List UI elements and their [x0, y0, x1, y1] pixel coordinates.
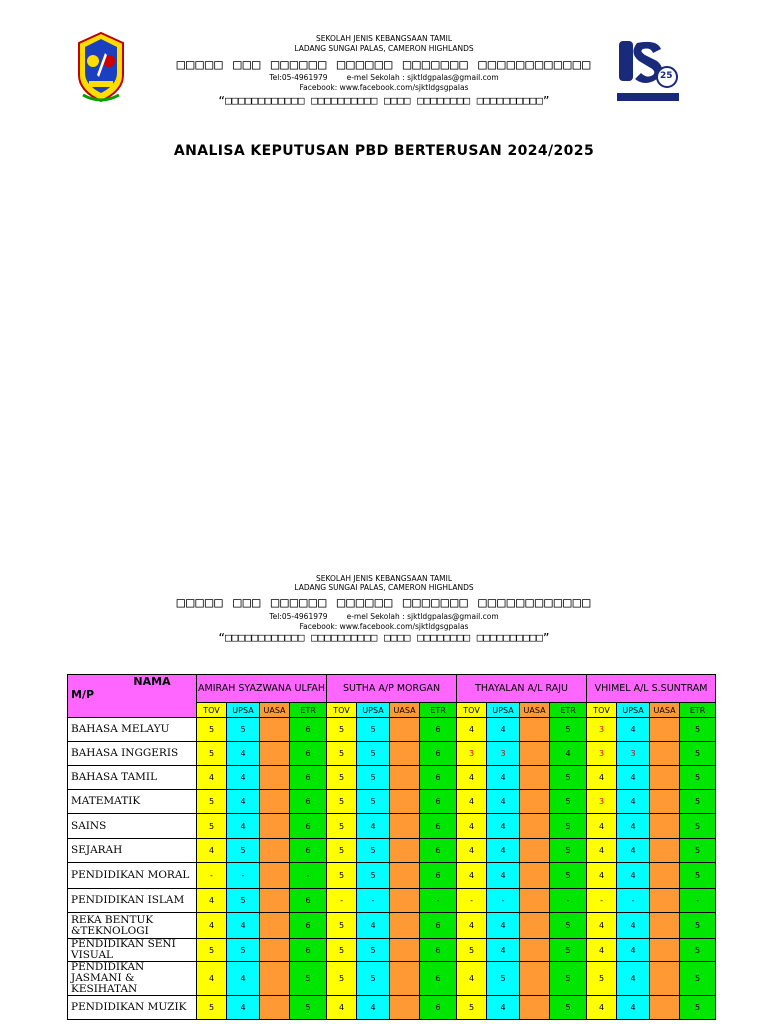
mp-label: M/P — [71, 688, 95, 701]
grade-cell: 5 — [327, 790, 357, 814]
grade-cell: - — [197, 863, 227, 889]
school-motto: “□□□□□□□□□□□□ □□□□□□□□□□ □□□□ □□□□□□□□ □□□□□□□□□□” — [218, 94, 550, 107]
grade-cell: 5 — [327, 863, 357, 889]
school-tamil-name-2: □□□□□ □□□ □□□□□□ □□□□□□ □□□□□□□ □□□□□□□□□□□□ — [176, 595, 592, 611]
grade-cell: 5 — [357, 790, 390, 814]
table-row — [68, 790, 716, 814]
grade-cell: 4 — [457, 766, 487, 790]
grade-cell — [260, 766, 290, 790]
grade-cell: 5 — [680, 790, 716, 814]
grade-cell — [260, 913, 290, 939]
grade-cell: 5 — [227, 718, 260, 742]
grade-cell: 4 — [617, 863, 650, 889]
subheader-uasa: UASA — [520, 703, 550, 718]
grade-cell: 4 — [457, 839, 487, 863]
grade-cell: 4 — [357, 913, 390, 939]
grade-cell: 5 — [197, 939, 227, 962]
grade-cell: 6 — [290, 939, 327, 962]
grade-cell: 5 — [357, 939, 390, 962]
grade-cell: - — [587, 889, 617, 913]
grade-cell: 4 — [197, 913, 227, 939]
grade-cell: 6 — [290, 718, 327, 742]
grade-cell: 4 — [457, 718, 487, 742]
grade-cell — [390, 913, 420, 939]
grade-cell — [390, 766, 420, 790]
grade-cell: 4 — [227, 996, 260, 1020]
subheader-upsa: UPSA — [487, 703, 520, 718]
subject-cell: BAHASA INGGERIS — [68, 742, 197, 766]
grade-cell — [650, 790, 680, 814]
grade-cell: 6 — [420, 962, 457, 996]
grade-cell: 4 — [227, 814, 260, 839]
grade-cell: 6 — [420, 718, 457, 742]
grade-cell: 5 — [357, 863, 390, 889]
grade-cell — [390, 996, 420, 1020]
grade-cell: 6 — [290, 766, 327, 790]
grade-cell: - — [420, 889, 457, 913]
grade-cell: 5 — [680, 962, 716, 996]
grade-cell: 6 — [420, 863, 457, 889]
grade-cell: 4 — [227, 913, 260, 939]
grade-cell — [520, 863, 550, 889]
grade-cell — [520, 889, 550, 913]
grade-cell — [260, 939, 290, 962]
subheader-tov: TOV — [457, 703, 487, 718]
grade-cell: 4 — [357, 996, 390, 1020]
grade-cell: 5 — [290, 996, 327, 1020]
subject-cell: MATEMATIK — [68, 790, 197, 814]
grade-cell: 5 — [290, 962, 327, 996]
grade-cell: - — [357, 889, 390, 913]
grade-cell: 4 — [587, 814, 617, 839]
subheader-etr: ETR — [550, 703, 587, 718]
grade-cell: 5 — [227, 939, 260, 962]
grade-cell: - — [550, 889, 587, 913]
grade-cell: 5 — [327, 939, 357, 962]
grade-cell — [390, 839, 420, 863]
grade-cell: 5 — [357, 742, 390, 766]
subheader-upsa: UPSA — [227, 703, 260, 718]
student-name-header: VHIMEL A/L S.SUNTRAM — [587, 675, 716, 703]
grade-cell — [520, 962, 550, 996]
nama-label: NAMA — [133, 675, 171, 688]
grade-cell — [520, 718, 550, 742]
grade-cell — [650, 913, 680, 939]
grade-cell — [260, 863, 290, 889]
grade-cell: 5 — [680, 742, 716, 766]
subheader-tov: TOV — [587, 703, 617, 718]
grade-cell: 4 — [617, 839, 650, 863]
grade-cell — [390, 863, 420, 889]
school-motto-2: “□□□□□□□□□□□□ □□□□□□□□□□ □□□□ □□□□□□□□ □□□□□□□□□□” — [218, 631, 550, 644]
grade-cell: 4 — [587, 766, 617, 790]
grade-cell: 4 — [457, 814, 487, 839]
grade-cell — [260, 839, 290, 863]
grade-cell: 4 — [617, 814, 650, 839]
grade-cell: 6 — [290, 839, 327, 863]
grade-cell: 4 — [617, 962, 650, 996]
grade-cell: 4 — [550, 742, 587, 766]
grade-cell: 5 — [550, 962, 587, 996]
grade-cell — [260, 889, 290, 913]
grade-cell: 5 — [550, 839, 587, 863]
student-name-header: AMIRAH SYAZWANA ULFAH — [197, 675, 327, 703]
grade-cell: 5 — [550, 913, 587, 939]
grade-cell — [520, 790, 550, 814]
subject-cell: PENDIDIKAN MUZIK — [68, 996, 197, 1020]
grade-cell: 4 — [587, 913, 617, 939]
grade-cell: 5 — [457, 996, 487, 1020]
school-name: SEKOLAH JENIS KEBANGSAAN TAMIL — [315, 34, 453, 43]
grade-cell: 5 — [327, 839, 357, 863]
grade-cell — [260, 962, 290, 996]
grade-cell: 4 — [487, 839, 520, 863]
table-row — [68, 814, 716, 839]
grade-cell: 4 — [487, 766, 520, 790]
grade-cell — [650, 863, 680, 889]
grade-cell: 3 — [487, 742, 520, 766]
grade-cell: 6 — [420, 766, 457, 790]
grade-cell: 4 — [457, 863, 487, 889]
grade-cell: 6 — [420, 814, 457, 839]
school-facebook-2: Facebook: www.facebook.com/sjktldgsgpalas — [299, 622, 469, 631]
grade-cell: 5 — [550, 718, 587, 742]
grade-cell — [260, 790, 290, 814]
grade-cell: 4 — [587, 863, 617, 889]
table-row — [68, 863, 716, 889]
grade-cell: 3 — [617, 742, 650, 766]
grade-cell — [520, 996, 550, 1020]
grade-cell: 4 — [227, 766, 260, 790]
table-row — [68, 962, 716, 996]
school-facebook: Facebook: www.facebook.com/sjktldgsgpalas — [299, 83, 469, 92]
subject-cell: SEJARAH — [68, 839, 197, 863]
grade-cell: 5 — [680, 863, 716, 889]
grade-cell: 5 — [197, 814, 227, 839]
grade-cell: 5 — [227, 889, 260, 913]
grade-cell — [390, 889, 420, 913]
subheader-etr: ETR — [420, 703, 457, 718]
grade-cell: 6 — [420, 913, 457, 939]
grade-cell: 3 — [587, 790, 617, 814]
subject-cell: REKA BENTUK &TEKNOLOGI — [68, 913, 197, 939]
table-row — [68, 718, 716, 742]
grade-cell — [520, 839, 550, 863]
subheader-etr: ETR — [680, 703, 716, 718]
grade-cell: 5 — [550, 996, 587, 1020]
grade-cell: 5 — [680, 814, 716, 839]
grade-cell — [650, 996, 680, 1020]
grade-cell: 4 — [227, 962, 260, 996]
grade-cell: 5 — [327, 766, 357, 790]
grade-cell: 4 — [617, 913, 650, 939]
grade-cell: 4 — [617, 718, 650, 742]
grade-cell — [260, 718, 290, 742]
subject-cell: SAINS — [68, 814, 197, 839]
grade-cell: 5 — [357, 962, 390, 996]
grade-cell: - — [327, 889, 357, 913]
subject-cell: PENDIDIKAN MORAL — [68, 863, 197, 889]
grade-cell: 6 — [420, 790, 457, 814]
grade-cell: 5 — [357, 718, 390, 742]
grade-cell: 6 — [290, 913, 327, 939]
grade-cell — [520, 913, 550, 939]
logo-25-text: 25 — [660, 71, 673, 81]
grade-cell — [260, 742, 290, 766]
grade-cell: 5 — [550, 939, 587, 962]
grade-cell: 5 — [550, 863, 587, 889]
student-name-header: THAYALAN A/L RAJU — [457, 675, 587, 703]
grade-cell: 5 — [197, 996, 227, 1020]
grade-cell: 6 — [420, 996, 457, 1020]
grade-cell — [390, 814, 420, 839]
grade-cell — [650, 718, 680, 742]
grade-cell: 4 — [457, 790, 487, 814]
grade-cell — [390, 939, 420, 962]
subject-cell: BAHASA MELAYU — [68, 718, 197, 742]
grade-cell: 5 — [680, 766, 716, 790]
grade-cell: 5 — [197, 718, 227, 742]
grade-cell: 5 — [550, 790, 587, 814]
grade-cell: 3 — [457, 742, 487, 766]
nama-mp-header — [68, 675, 197, 718]
subject-cell: PENDIDIKAN JASMANI & KESIHATAN — [68, 962, 197, 996]
grade-cell: - — [290, 863, 327, 889]
grade-cell: 5 — [680, 718, 716, 742]
subheader-etr: ETR — [290, 703, 327, 718]
results-table — [67, 674, 716, 1020]
grade-cell: 4 — [617, 939, 650, 962]
grade-cell — [650, 766, 680, 790]
grade-cell: 4 — [197, 962, 227, 996]
grade-cell: 5 — [327, 814, 357, 839]
grade-cell — [650, 889, 680, 913]
grade-cell: 4 — [487, 790, 520, 814]
grade-cell: 5 — [357, 766, 390, 790]
grade-cell: 6 — [420, 939, 457, 962]
grade-cell: 3 — [587, 718, 617, 742]
grade-cell: 4 — [487, 814, 520, 839]
grade-cell: 4 — [227, 742, 260, 766]
grade-cell — [650, 839, 680, 863]
grade-cell: - — [487, 889, 520, 913]
grade-cell: 6 — [290, 790, 327, 814]
grade-cell: 4 — [487, 939, 520, 962]
grade-cell: 5 — [680, 913, 716, 939]
grade-cell: 6 — [420, 742, 457, 766]
grade-cell: 5 — [587, 962, 617, 996]
grade-cell: 5 — [680, 996, 716, 1020]
grade-cell: 3 — [587, 742, 617, 766]
grade-cell: 4 — [327, 996, 357, 1020]
grade-cell: - — [227, 863, 260, 889]
grade-cell: 5 — [680, 939, 716, 962]
table-row — [68, 839, 716, 863]
table-row — [68, 766, 716, 790]
grade-cell — [260, 814, 290, 839]
grade-cell: 4 — [197, 766, 227, 790]
grade-cell: 4 — [487, 863, 520, 889]
grade-cell: - — [680, 889, 716, 913]
grade-cell: 5 — [457, 939, 487, 962]
grade-cell: 5 — [197, 742, 227, 766]
grade-cell: 4 — [617, 996, 650, 1020]
subheader-tov: TOV — [327, 703, 357, 718]
grade-cell: 4 — [617, 790, 650, 814]
grade-cell — [520, 939, 550, 962]
subheader-upsa: UPSA — [617, 703, 650, 718]
grade-cell — [520, 814, 550, 839]
grade-cell: 5 — [197, 790, 227, 814]
school-address: LADANG SUNGAI PALAS, CAMERON HIGHLANDS — [294, 44, 474, 53]
grade-cell: 4 — [457, 913, 487, 939]
student-name-header: SUTHA A/P MORGAN — [327, 675, 457, 703]
school-contact-2: Tel:05-4961979 e-mel Sekolah : sjktldgpalas@gmail.com — [269, 612, 499, 621]
table-row — [68, 996, 716, 1020]
subject-cell: PENDIDIKAN ISLAM — [68, 889, 197, 913]
subheader-uasa: UASA — [390, 703, 420, 718]
grade-cell — [650, 814, 680, 839]
grade-cell: 4 — [227, 790, 260, 814]
grade-cell: 4 — [587, 839, 617, 863]
grade-cell — [650, 742, 680, 766]
subheader-uasa: UASA — [650, 703, 680, 718]
grade-cell: 5 — [550, 814, 587, 839]
subheader-upsa: UPSA — [357, 703, 390, 718]
grade-cell: 4 — [587, 939, 617, 962]
grade-cell: 4 — [487, 996, 520, 1020]
grade-cell — [650, 939, 680, 962]
grade-cell: 4 — [617, 766, 650, 790]
school-tamil-name: □□□□□ □□□ □□□□□□ □□□□□□ □□□□□□□ □□□□□□□□□□□□ — [176, 57, 592, 73]
school-name-2: SEKOLAH JENIS KEBANGSAAN TAMIL — [315, 574, 453, 583]
table-row — [68, 913, 716, 939]
school-address-2: LADANG SUNGAI PALAS, CAMERON HIGHLANDS — [294, 583, 474, 592]
grade-cell: 4 — [457, 962, 487, 996]
grade-cell — [520, 742, 550, 766]
grade-cell: 5 — [680, 839, 716, 863]
grade-cell: 4 — [587, 996, 617, 1020]
grade-cell: 5 — [357, 839, 390, 863]
grade-cell — [650, 962, 680, 996]
grade-cell: 5 — [327, 742, 357, 766]
grade-cell — [520, 766, 550, 790]
table-row — [68, 742, 716, 766]
grade-cell: 4 — [357, 814, 390, 839]
grade-cell: 5 — [487, 962, 520, 996]
grade-cell — [390, 962, 420, 996]
subheader-uasa: UASA — [260, 703, 290, 718]
grade-cell: 6 — [290, 742, 327, 766]
grade-cell: 4 — [487, 913, 520, 939]
grade-cell — [390, 718, 420, 742]
grade-cell: 5 — [327, 718, 357, 742]
grade-cell: 5 — [327, 913, 357, 939]
grade-cell — [260, 996, 290, 1020]
grade-cell: 5 — [227, 839, 260, 863]
grade-cell: 6 — [420, 839, 457, 863]
subject-cell: PENDIDIKAN SENI VISUAL — [68, 939, 197, 962]
grade-cell: - — [457, 889, 487, 913]
table-row — [68, 889, 716, 913]
grade-cell: 6 — [290, 814, 327, 839]
grade-cell — [390, 790, 420, 814]
subject-cell: BAHASA TAMIL — [68, 766, 197, 790]
grade-cell: 4 — [197, 839, 227, 863]
subheader-tov: TOV — [197, 703, 227, 718]
grade-cell: 6 — [290, 889, 327, 913]
grade-cell: 4 — [487, 718, 520, 742]
grade-cell: 5 — [550, 766, 587, 790]
grade-cell: 4 — [197, 889, 227, 913]
grade-cell: - — [617, 889, 650, 913]
table-row — [68, 939, 716, 962]
grade-cell — [390, 742, 420, 766]
page-title: ANALISA KEPUTUSAN PBD BERTERUSAN 2024/2025 — [173, 143, 595, 159]
grade-cell: 5 — [327, 962, 357, 996]
school-contact: Tel:05-4961979 e-mel Sekolah : sjktldgpalas@gmail.com — [269, 73, 499, 82]
